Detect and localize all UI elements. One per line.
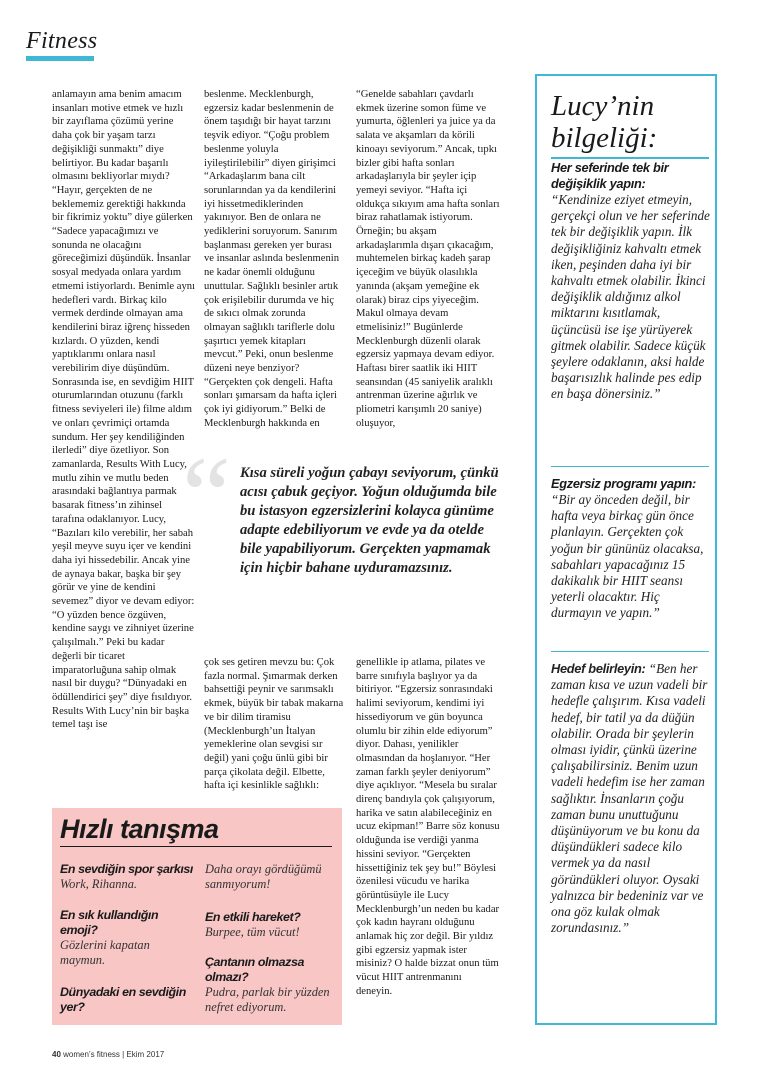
quickfire-answer: Burpee, tüm vücut! [205, 925, 300, 939]
tip-heading: Egzersiz programı yapın: [551, 476, 696, 491]
quickfire-item [205, 862, 335, 892]
tip-body: “Kendinize eziyet etmeyin, gerçekçi olun ve her seferinde tek bir değişiklik yapın. İlk değişikliğiniz kahvaltı etmek iken, peşinden daha iyi bir kahvaltı etmek olabilir. İkinci değişiklik aldığınız alkol miktarını kısıtlamak, üçüncüsü ise işe yürüyerek gitmek olabilir. Sadece küçük şeylere odaklanın, aksi halde başarısızlık halinde pes edip en başa dönersiniz.” [551, 192, 710, 402]
sidebar-separator [551, 466, 709, 467]
sidebar-title [551, 90, 711, 154]
quickfire-item [60, 908, 195, 968]
quickfire-answer: Daha orayı gördüğümü sanmıyorum! [205, 862, 322, 891]
quickfire-question: En sevdiğin spor şarkısı [60, 862, 193, 876]
section-underline [26, 56, 94, 61]
page-number: 40 [52, 1050, 61, 1059]
page-footer [52, 1050, 164, 1059]
article-column-2-bottom [204, 656, 344, 802]
tip-body: “Ben her zaman kısa ve uzun vadeli bir hedefle çalışırım. Kısa vadeli hedef, bir tatil ya da düğün olabilir. Orada bir şeylerin olması iyidir, çünkü üzerine çalışabilirsiniz. Benim uzun vadeli hedefim ise her zaman sağlıktır. İnsanların çoğu zaman bunu unuttuğunu düşünüyorum ve bu konu da düşündükleri sadece kilo vermek ya da nasıl göründükleri oluyor. Oysaki yalnızca bir bedeniniz var ve ona göz kulak olmak zorundasınız.” [551, 661, 708, 936]
sidebar-title-line: Lucy’nin [551, 90, 655, 122]
quickfire-item [205, 955, 340, 1015]
sidebar-separator [551, 651, 709, 652]
quickfire-item [60, 985, 200, 1015]
article-column-2-top [204, 88, 344, 450]
article-text: genellikle ip atlama, pilates ve barre sınıfıyla başlıyor ya da bitiriyor. “Egzersiz sonrasındaki halimi seviyorum, kendimi iyi hissediyorum ve gün boyunca olumlu bir zihin elde ediyorum” diyor. Dahası, yenilikler olmasından da hoşlanıyor. “Her zaman farklı şeyler deniyorum” diye açıklıyor. “Mesela bu sıralar direnç bandıyla çok çalışıyorum, harika ve satın alabileceğiniz en ucuz ekipman!” Barre söz konusu olduğunda ise verdiği yanma hissini seviyor. “Gerçekten hissettiğiniz tek şey bu!” Böylesi özenilesi vücudu ve harika görüntüsüyle ile Lucy Mecklenburgh’un neden bu kadar çok kadın hayranı olduğunu anlamak hiç zor değil. Bir yıldız gibi egzersiz yapmak ister misiniz? O halde bizzat onun tüm vücut HIIT antrenmanını deneyin. [356, 657, 500, 997]
article-column-1 [52, 88, 196, 798]
article-text: çok ses getiren mevzu bu: Çok fazla normal. Şımarmak derken bahsettiği peynir ve sarımsaklı ekmek, büyük bir tabak makarna ve bir dilim tiramisu (Mecklenburgh’un İtalyan yemeklerine olan sevgisi sır değil) yani çoğu ünlü gibi bir parça çikolata değil. Elbette, hafta içi kesinlikle sağlıklı: [204, 657, 344, 792]
article-column-3-top [356, 88, 500, 450]
tip-body: “Bir ay önceden değil, bir hafta veya birkaç gün önce planlayın. Gerçekten çok yoğun bir gününüz olacaksa, sabahları yapacağınız 15 dakikalık bir HIIT seansı yeterli olacaktır. Hiç durmayın ve yapın.” [551, 492, 704, 621]
quickfire-answer: Work, Rihanna. [60, 877, 137, 891]
quickfire-title: Hızlı tanışma [60, 814, 219, 844]
section-title: Fitness [26, 28, 98, 54]
sidebar-tip [551, 661, 711, 936]
quickfire-question: Dünyadaki en sevdiğin yer? [60, 985, 186, 1014]
sidebar-tip [551, 476, 711, 622]
quickfire-answer: Gözlerini kapatan maymun. [60, 938, 150, 967]
tip-heading: Hedef belirleyin: [551, 661, 646, 676]
quickfire-question: En etkili hareket? [205, 910, 301, 924]
tip-heading: Her seferinde tek bir değişiklik yapın: [551, 160, 669, 191]
quote-mark-icon: “ [182, 434, 231, 556]
quickfire-divider [60, 846, 332, 847]
publication-info: women’s fitness | Ekim 2017 [63, 1050, 165, 1059]
pull-quote: Kısa süreli yoğun çabayı seviyorum, çünkü acısı çabuk geçiyor. Yoğun olduğumda bile bu istasyon egzersizlerini kolayca günüme adapte edebiliyorum ve evde ya da otelde bile yapabiliyorum. Gerçekten yapmamak için hiçbir bahane uyduramazsınız. [240, 465, 499, 576]
sidebar-title-underline [551, 157, 709, 159]
quickfire-question: Çantanın olmazsa olmazı? [205, 955, 304, 984]
tip-body-wrap [551, 661, 711, 936]
sidebar-tip [551, 160, 711, 403]
article-column-3-bottom [356, 656, 500, 1030]
article-text: beslenme. Mecklenburgh, egzersiz kadar beslenmenin de önem taşıdığı bir hayat tarzını teşvik ediyor. “Çoğu problem beslenme yoluyla iyileştirilebilir” diyen girişimci “Arkadaşlarım bana cilt sorunlarından ya da kendilerini iyi hissetmediklerinden yakınıyor. Ben de onlara ne yediklerini soruyorum. Sanırım başlanması gereken yer burası ve insanlar aslında beslenmenin ne kadar önemli olduğunu unuttular. Sağlıklı besinler artık çok erişilebilir durumda ve hiç de sıkıcı olmak zorunda olmayan sağlıklı tariflerle dolu şaşırtıcı yemek kitapları mevcut.” Peki, onun beslenme düzeni neye benziyor? “Gerçekten çok dengeli. Hafta sonları şımarsam da hafta içleri çok iyi gidiyorum.” Belki de Mecklenburgh hakkında en [204, 89, 340, 429]
article-text: “Genelde sabahları çavdarlı ekmek üzerine somon füme ve yumurta, öğlenleri ya juice ya da salata ve akşamları da körili kinoayı seviyorum.” Ancak, tıpkı bizler gibi hafta sonları arkadaşlarıyla bir şeyler içip yemeyi seviyor. “Hafta içi oldukça sıkıyım ama hafta sonları biraz rahatlamak istiyorum. Örneğin; bu akşam arkadaşlarımla dışarı çıkacağım, muhtemelen birkaç kadeh şarap içeceğim ve büyük olasılıkla yanında (akşam yemeğine ek olarak) biraz cips yiyeceğim. Makul olmaya devam etmelisiniz!” Bugünlerde Mecklenburgh düzenli olarak egzersiz yapmaya devam ediyor. Haftası birer saatlik iki HIIT seansından (45 saniyelik aralıklı antrenman üzerine ağırlık ve pliometri karışımlı 20 saniye) oluşuyor, [356, 89, 500, 429]
sidebar-title-line: bilgeliği: [551, 122, 658, 154]
quickfire-answer: Pudra, parlak bir yüzden nefret ediyorum. [205, 985, 330, 1014]
quickfire-question: En sık kullandığın emoji? [60, 908, 159, 937]
article-text: anlamayın ama benim amacım insanları motive etmek ve hızlı bir zayıflama çözümü yerine daha çok bir yaşam tarzı değişikliği sunmaktı” diye belirtiyor. Bu kadar başarılı olmasını bekliyorlar mıydı? “Hayır, gerçekten de ne beklememiz gerektiği hakkında bir fikrimiz yoktu” diye gülerken “Sadece yapacağımızı ve sonunda ne olacağını göreceğimizi düşündük. İnsanlar sosyal medyada onlara yardım etmemi istiyorlardı. Benimle aynı hedefleri vardı. Birkaç kilo vermek derdinde olmayan ama kendilerini biraz iğrenç hisseden kızlardı. O yüzden, kendi yaptıklarımı onlara nasıl verebilirim diye düşündüm. Sonrasında ise, en sevdiğim HIIT oturumlarından otuzunu (farklı fitness seviyeleri ile) filme aldım ve onları çevrimiçi ortamda sundum. Her şey kendiliğinden ilerledi” diye özetliyor. Son zamanlarda, Results With Lucy, mutlu zihin ve mutlu beden arasındaki bağlantıya parmak basarak fitness’ın zihinsel tarafına odaklanıyor. Lucy, “Bazıları kilo verebilir, her sabah yeşil meyve suyu içer ve kendini daha iyi hissedebilir. Ancak yine de aynaya bakar, başka bir şey görür ve yine de kendini sevemez” diyor ve devam ediyor: “O yüzden bence özgüven, kendine saygı ve zihniyet üzerine çalışılmalı.” Peki bu kadar değerli bir ticaret imparatorluğuna sahip olmak nasıl bir duygu? “Dünyadaki en ödüllendirici şey” diye fısıldıyor. Results With Lucy’nin bir başka temel taşı ise [52, 89, 195, 731]
quickfire-item [60, 862, 200, 892]
quickfire-item [205, 910, 335, 940]
